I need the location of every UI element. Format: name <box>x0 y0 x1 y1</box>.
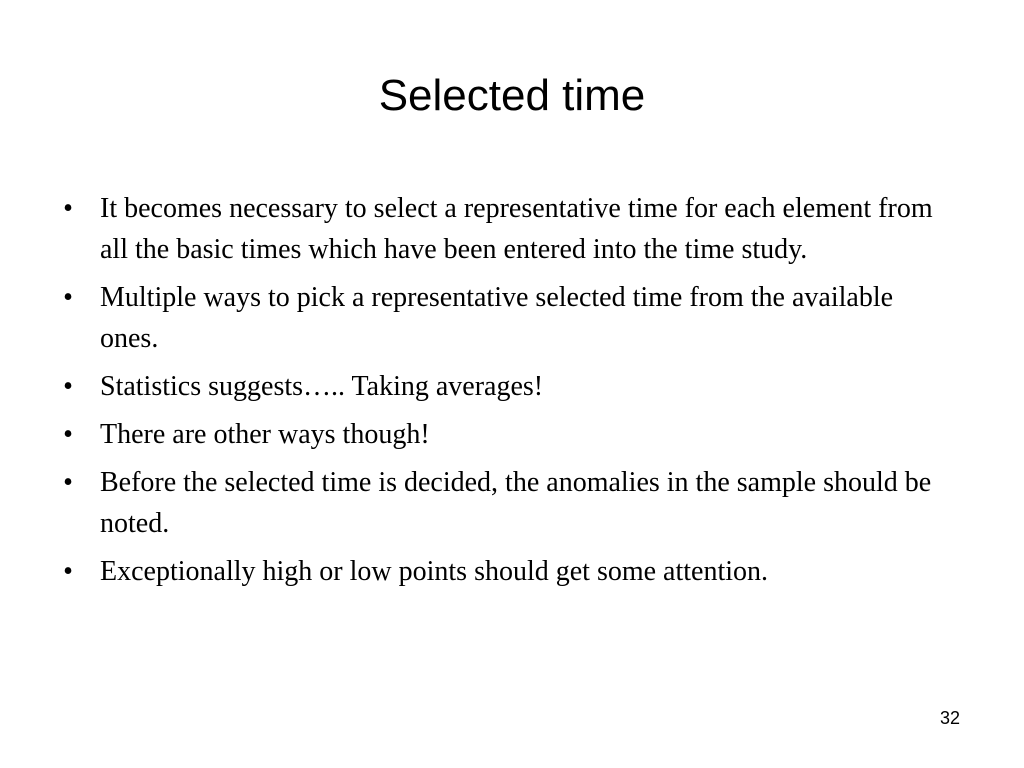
bullet-list <box>58 188 958 599</box>
list-item <box>58 414 958 455</box>
list-item <box>58 462 958 544</box>
bullet-text: Multiple ways to pick a representative selected time from the available ones. <box>100 282 894 354</box>
list-item <box>58 188 958 270</box>
slide-title: Selected time <box>378 71 646 120</box>
list-item <box>58 366 958 407</box>
bullet-icon: • <box>63 282 73 313</box>
bullet-icon: • <box>63 556 73 587</box>
bullet-icon: • <box>63 419 73 450</box>
bullet-text: It becomes necessary to select a representative time for each element from all the basic times which have been entered into the time study. <box>100 193 933 265</box>
list-item <box>58 551 958 592</box>
bullet-text: Statistics suggests….. Taking averages! <box>100 371 544 402</box>
page-number: 32 <box>939 708 961 728</box>
bullet-text: There are other ways though! <box>100 419 430 450</box>
bullet-icon: • <box>63 467 73 498</box>
bullet-icon: • <box>63 193 73 224</box>
bullet-text: Before the selected time is decided, the anomalies in the sample should be noted. <box>100 467 932 539</box>
bullet-text: Exceptionally high or low points should get some attention. <box>100 556 769 587</box>
list-item <box>58 277 958 359</box>
bullet-icon: • <box>63 371 73 402</box>
